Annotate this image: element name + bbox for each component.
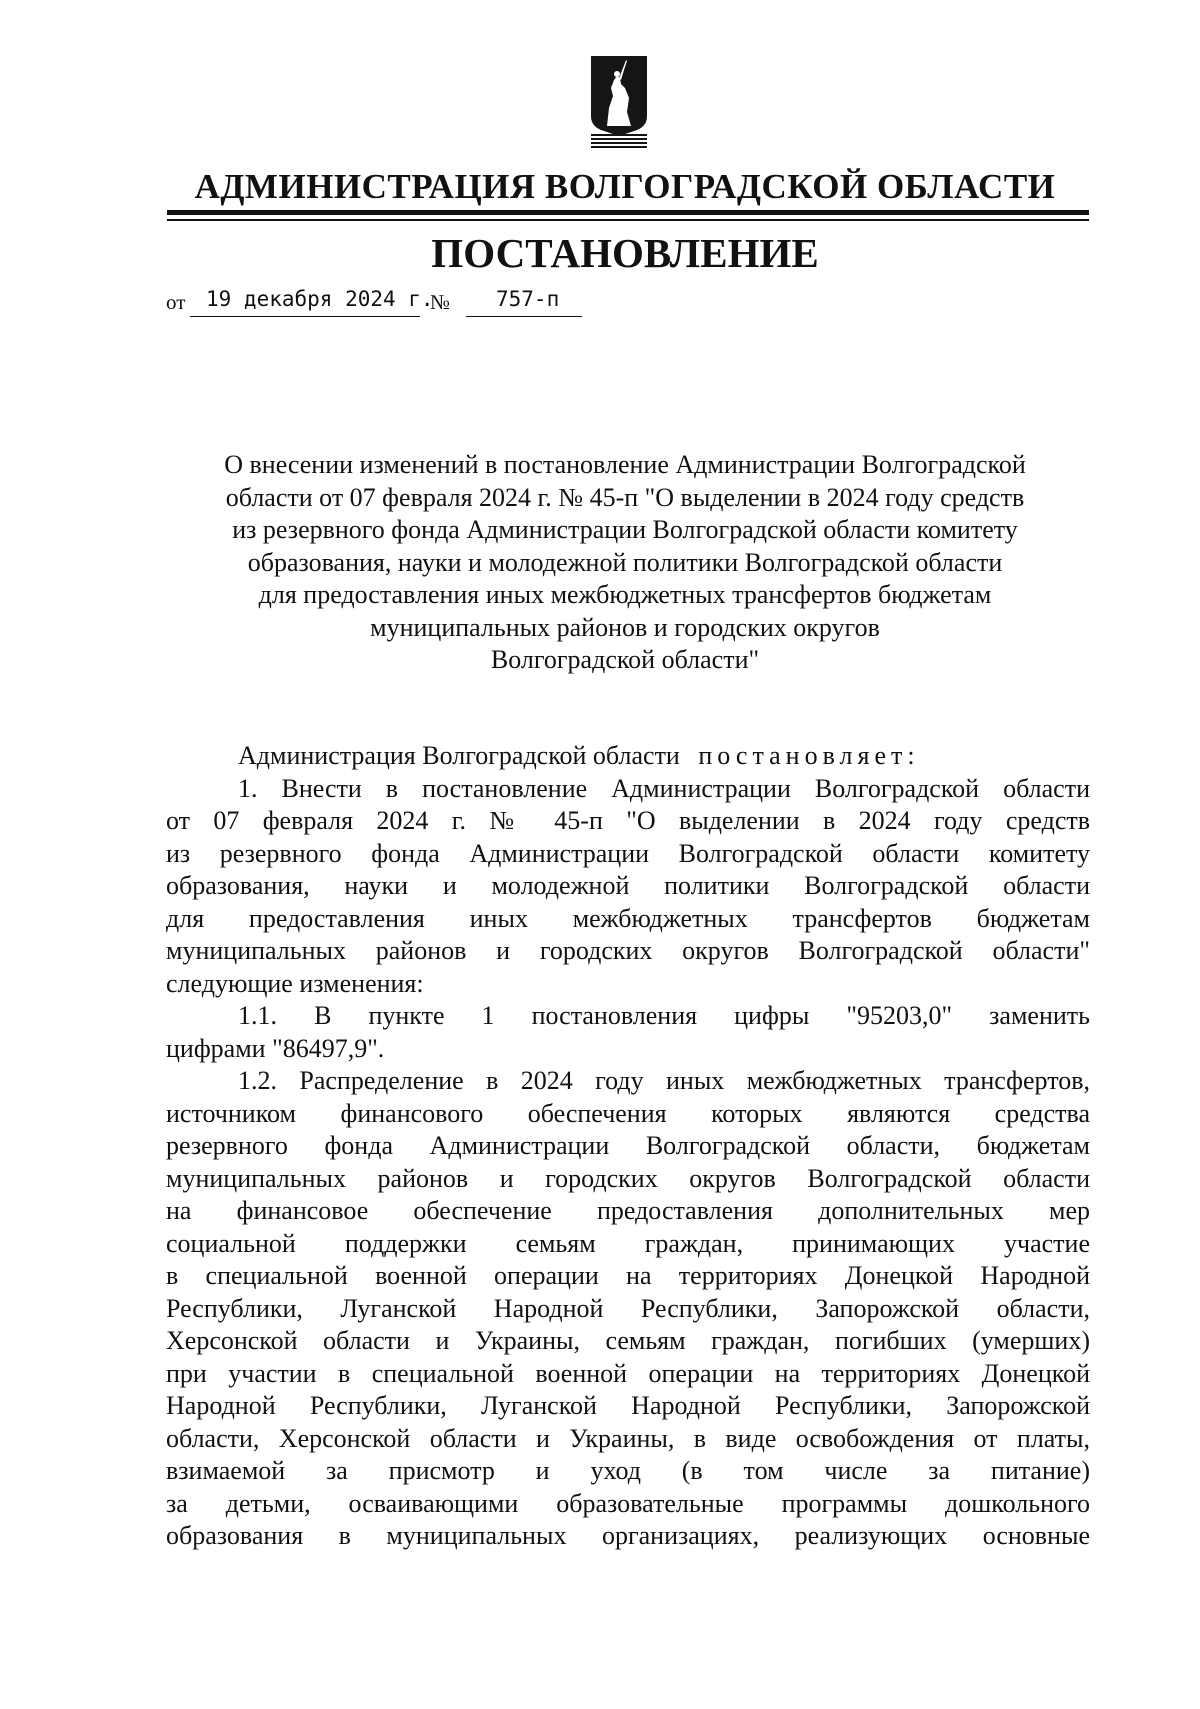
body-line: резервного фонда Администрации Волгоградской области, бюджетам (166, 1131, 1090, 1160)
document-date: 19 декабря 2024 г. (206, 287, 434, 311)
body-line: цифрами "86497,9". (166, 1033, 385, 1063)
body-line: из резервного фонда Администрации Волгоградской области комитету (166, 838, 1090, 868)
number-sign: № (430, 290, 451, 314)
subject-line: О внесении изменений в постановление Администрации Волгоградской (224, 450, 1026, 479)
body-line: 1. Внести в постановление Администрации Волгоградской области (238, 773, 1090, 803)
preamble-text: Администрация Волгоградской области (238, 741, 680, 770)
body-line: муниципальных районов и городских округов Волгоградской области" (166, 936, 1090, 965)
preamble-verb: постановляет: (698, 741, 920, 770)
document-number: 757-п (496, 287, 560, 311)
document-type-title: ПОСТАНОВЛЕНИЕ (431, 230, 819, 276)
body-line: Херсонской области и Украины, семьям граждан, погибших (умерших) (166, 1326, 1090, 1355)
header-divider-thin (167, 219, 1089, 221)
body-line: 1.2. Распределение в 2024 году иных межбюджетных трансфертов, (238, 1066, 1090, 1095)
subject-line: для предоставления иных межбюджетных трансфертов бюджетам (258, 580, 992, 609)
body-line: за детьми, осваивающими образовательные программы дошкольного (166, 1488, 1090, 1518)
body-line: 1.1. В пункте 1 постановления цифры "95203,0" заменить (238, 1001, 1090, 1030)
date-underline (190, 316, 420, 317)
body-line: следующие изменения: (166, 968, 424, 998)
body-line: области, Херсонской области и Украины, в виде освобождения от платы, (166, 1423, 1090, 1453)
body-line: Республики, Луганской Народной Республики, Запорожской области, (166, 1293, 1090, 1323)
body-line: взимаемой за присмотр и уход (в том числе за питание) (166, 1456, 1090, 1485)
body-line: источником финансового обеспечения которых являются средства (166, 1098, 1090, 1128)
body-line: от 07 февраля 2024 г. № 45-п "О выделении в 2024 году средств (166, 806, 1090, 835)
header-divider-thick (167, 210, 1089, 215)
body-line: на финансовое обеспечение предоставления дополнительных мер (166, 1196, 1090, 1225)
body-line: в специальной военной операции на территориях Донецкой Народной (166, 1261, 1090, 1290)
body-line: социальной поддержки семьям граждан, принимающих участие (166, 1228, 1090, 1258)
number-underline (466, 316, 582, 317)
subject-line: области от 07 февраля 2024 г. № 45-п "О выделении в 2024 году средств (225, 482, 1025, 512)
body-line: муниципальных районов и городских округов Волгоградской области (166, 1163, 1090, 1193)
organization-title: АДМИНИСТРАЦИЯ ВОЛГОГРАДСКОЙ ОБЛАСТИ (194, 167, 1056, 206)
date-prefix: от (166, 290, 186, 314)
body-line: Народной Республики, Луганской Народной Республики, Запорожской (166, 1391, 1090, 1420)
document-subject (160, 449, 1090, 677)
body-line: для предоставления иных межбюджетных трансфертов бюджетам (166, 903, 1090, 933)
body-line: при участии в специальной военной операции на территориях Донецкой (166, 1358, 1090, 1388)
coat-of-arms-emblem (587, 54, 651, 148)
subject-line: из резервного фонда Администрации Волгоградской области комитету (232, 515, 1018, 544)
subject-line: образования, науки и молодежной политики Волгоградской области (247, 547, 1003, 577)
subject-line: муниципальных районов и городских округов (370, 612, 880, 642)
subject-line: Волгоградской области" (490, 645, 760, 674)
preamble-line (238, 740, 1090, 772)
body-line: образования в муниципальных организациях, реализующих основные (166, 1521, 1090, 1550)
body-line: образования, науки и молодежной политики Волгоградской области (166, 871, 1090, 900)
